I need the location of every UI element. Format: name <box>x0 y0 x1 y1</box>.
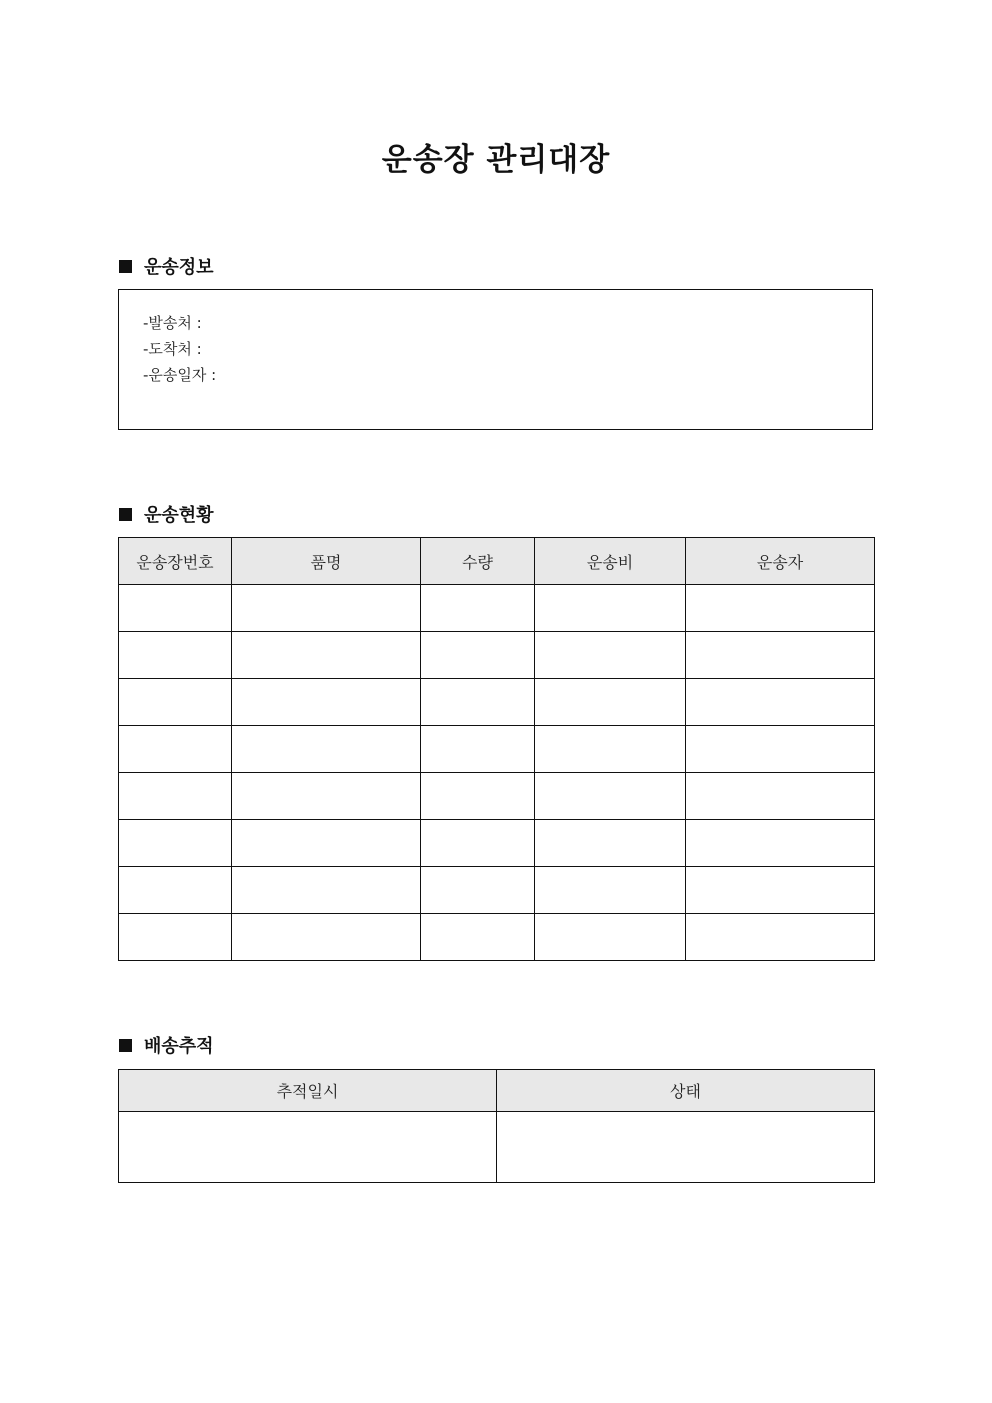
table-row <box>119 867 875 914</box>
column-header-status: 상태 <box>497 1070 875 1112</box>
table-cell[interactable] <box>535 585 686 632</box>
table-cell[interactable] <box>119 867 232 914</box>
table-row <box>119 914 875 961</box>
table-cell[interactable] <box>535 914 686 961</box>
table-cell[interactable] <box>686 679 875 726</box>
table-row <box>119 773 875 820</box>
table-cell[interactable] <box>535 820 686 867</box>
field-destination[interactable] <box>143 338 202 359</box>
section-heading-delivery-tracking <box>119 1032 214 1058</box>
document-title: 운송장 관리대장 <box>381 142 611 178</box>
table-cell[interactable] <box>232 632 421 679</box>
section-heading-shipping-info <box>119 253 214 279</box>
table-cell[interactable] <box>119 773 232 820</box>
table-cell[interactable] <box>421 726 535 773</box>
table-cell[interactable] <box>421 820 535 867</box>
column-header-quantity: 수량 <box>421 538 535 585</box>
table-cell[interactable] <box>119 632 232 679</box>
section-heading-label: 운송정보 <box>144 257 214 278</box>
table-cell[interactable] <box>421 867 535 914</box>
table-cell[interactable] <box>421 679 535 726</box>
section-heading-label: 운송현황 <box>144 505 214 526</box>
column-header-carrier: 운송자 <box>686 538 875 585</box>
table-cell[interactable] <box>119 1112 497 1183</box>
table-cell[interactable] <box>686 820 875 867</box>
table-header-row <box>119 538 875 585</box>
table-row <box>119 585 875 632</box>
section-heading-shipping-status <box>119 501 214 527</box>
table-row <box>119 726 875 773</box>
table-cell[interactable] <box>535 632 686 679</box>
field-label: -발송처 : <box>143 314 202 332</box>
table-cell[interactable] <box>232 914 421 961</box>
table-cell[interactable] <box>421 632 535 679</box>
table-cell[interactable] <box>686 585 875 632</box>
table-cell[interactable] <box>686 773 875 820</box>
table-cell[interactable] <box>232 820 421 867</box>
table-cell[interactable] <box>232 867 421 914</box>
table-cell[interactable] <box>232 679 421 726</box>
table-cell[interactable] <box>232 773 421 820</box>
field-sender[interactable] <box>143 312 202 333</box>
table-cell[interactable] <box>119 585 232 632</box>
shipping-status-table <box>118 537 875 961</box>
table-cell[interactable] <box>119 726 232 773</box>
table-row <box>119 679 875 726</box>
field-label: -운송일자 : <box>143 366 217 384</box>
field-label: -도착처 : <box>143 340 202 358</box>
section-heading-label: 배송추적 <box>144 1036 214 1057</box>
delivery-tracking-table <box>118 1069 875 1183</box>
table-header-row <box>119 1070 875 1112</box>
table-row <box>119 820 875 867</box>
table-cell[interactable] <box>232 726 421 773</box>
square-bullet-icon <box>119 508 132 521</box>
table-cell[interactable] <box>421 914 535 961</box>
shipping-info-box <box>118 289 873 430</box>
table-cell[interactable] <box>421 773 535 820</box>
table-cell[interactable] <box>686 632 875 679</box>
table-cell[interactable] <box>119 914 232 961</box>
column-header-tracking-datetime: 추적일시 <box>119 1070 497 1112</box>
table-cell[interactable] <box>686 867 875 914</box>
table-cell[interactable] <box>686 726 875 773</box>
column-header-shipping-cost: 운송비 <box>535 538 686 585</box>
table-row <box>119 632 875 679</box>
column-header-waybill-no: 운송장번호 <box>119 538 232 585</box>
table-cell[interactable] <box>686 914 875 961</box>
table-cell[interactable] <box>535 773 686 820</box>
square-bullet-icon <box>119 260 132 273</box>
table-cell[interactable] <box>535 867 686 914</box>
table-cell[interactable] <box>119 679 232 726</box>
table-cell[interactable] <box>535 726 686 773</box>
table-row <box>119 1112 875 1183</box>
table-cell[interactable] <box>421 585 535 632</box>
square-bullet-icon <box>119 1039 132 1052</box>
table-cell[interactable] <box>232 585 421 632</box>
table-cell[interactable] <box>535 679 686 726</box>
column-header-item-name: 품명 <box>232 538 421 585</box>
field-shipping-date[interactable] <box>143 364 216 385</box>
table-cell[interactable] <box>497 1112 875 1183</box>
table-cell[interactable] <box>119 820 232 867</box>
